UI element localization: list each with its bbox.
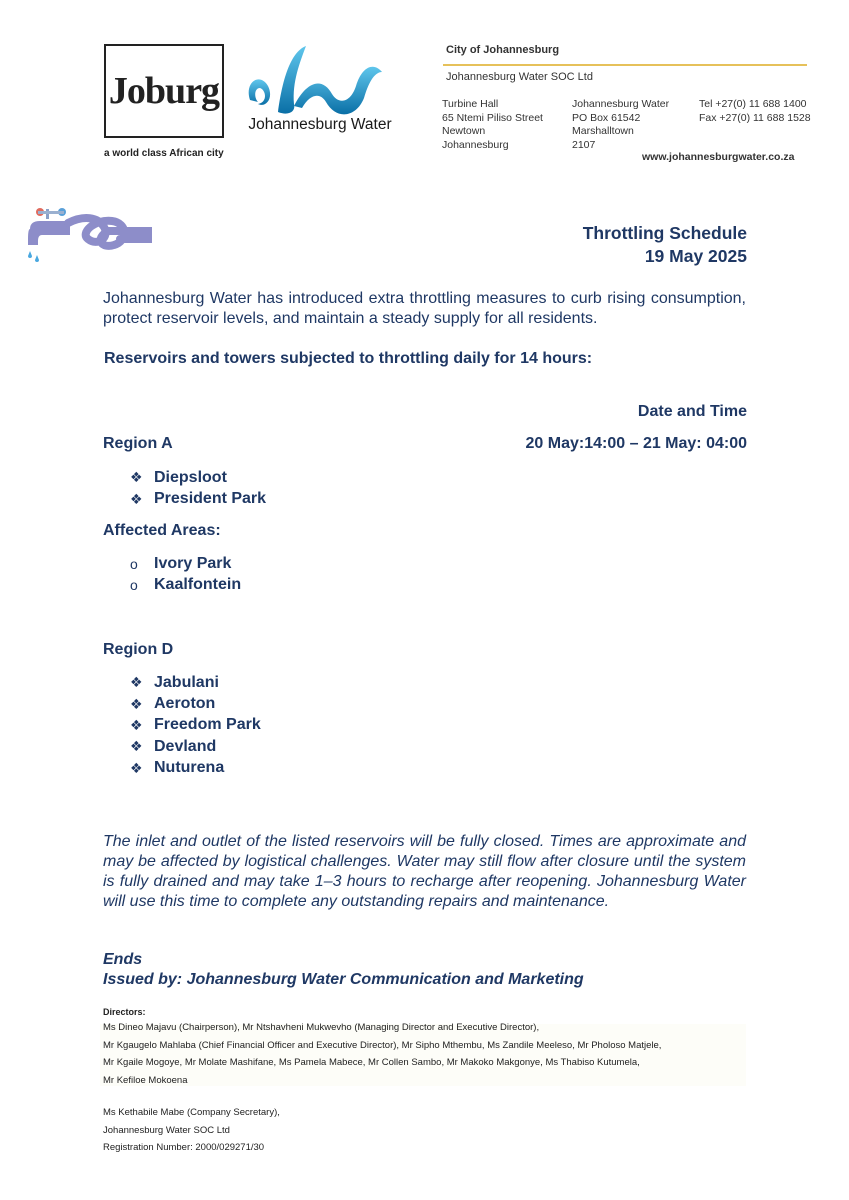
list-item: ❖ President Park — [130, 490, 267, 508]
affected-areas-label: Affected Areas: — [103, 522, 221, 539]
header-divider — [443, 64, 807, 66]
affected-areas-list — [130, 553, 241, 596]
johannesburg-water-logo-text: Johannesburg Water — [248, 116, 392, 133]
page-title: Throttling Schedule — [582, 223, 747, 243]
date-time-label: Date and Time — [637, 403, 747, 420]
issued-by: Issued by: Johannesburg Water Communication and Marketing — [103, 971, 584, 988]
knotted-tap-icon — [24, 205, 152, 267]
postal-address: Johannesburg Water PO Box 61542 Marshalltown 2107 — [572, 98, 670, 151]
directors-list: Ms Dineo Majavu (Chairperson), Mr Ntshavheni Mukwevho (Managing Director and Executive Director), Mr Kgaugelo Mahlaba (Chief Financial Officer and Executive Director), Mr Sipho Mthembu, Ms Zandile Meeleso, Mr Pholoso Matjele, Mr Kgaile Mogoye, Mr Molate Mashifane, Ms Pamela Mabece, Mr Collen Sambo, Mr Makoko Makgonye, Ms Thabiso Kutumela, Mr Kefiloe Mokoena — [103, 1022, 662, 1086]
street-address: Turbine Hall 65 Ntemi Piliso Street Newtown Johannesburg — [442, 98, 543, 151]
list-item: o Kaalfontein — [130, 576, 242, 594]
region-d-reservoirs — [130, 672, 261, 779]
org-sub: Johannesburg Water SOC Ltd — [446, 71, 593, 83]
joburg-logo: Joburg — [104, 44, 224, 138]
list-item: ❖ Jabulani — [130, 673, 219, 691]
list-item: o Ivory Park — [130, 554, 232, 572]
tagline: a world class African city — [104, 148, 224, 159]
list-item: ❖ Devland — [130, 737, 217, 755]
intro-paragraph: Johannesburg Water has introduced extra throttling measures to curb rising consumption, protect reservoir levels, and maintain a steady supply for all residents. — [103, 290, 746, 327]
website-link[interactable]: www.johannesburgwater.co.za — [642, 151, 795, 163]
list-item: ❖ Diepsloot — [130, 468, 227, 486]
ends-label: Ends — [103, 951, 143, 968]
time-range: 20 May:14:00 – 21 May: 04:00 — [525, 435, 747, 452]
region-a-heading: Region A — [103, 435, 173, 452]
subheading: Reservoirs and towers subjected to throttling daily for 14 hours: — [104, 350, 593, 367]
directors-label: Directors: — [103, 1007, 146, 1017]
region-d-heading: Region D — [103, 641, 174, 658]
org-name: City of Johannesburg — [446, 44, 560, 56]
company-details: Ms Kethabile Mabe (Company Secretary), Johannesburg Water SOC Ltd Registration Number: 2000/029271/30 — [103, 1107, 280, 1153]
contact-numbers: Tel +27(0) 11 688 1400 Fax +27(0) 11 688 1528 — [699, 98, 811, 124]
disclaimer-paragraph: The inlet and outlet of the listed reservoirs will be fully closed. Times are approximate and may be affected by logistical challenges. Water may still flow after closure until the system is fully drained and may take 1–3 hours to recharge after reopening. Johannesburg Water will use this time to complete any outstanding repairs and maintenance. — [103, 833, 746, 910]
list-item: ❖ Nuturena — [130, 759, 225, 777]
list-item: ❖ Aeroton — [130, 695, 216, 713]
list-item: ❖ Freedom Park — [130, 716, 261, 734]
notice-date: 19 May 2025 — [644, 246, 747, 266]
region-a-reservoirs — [130, 467, 266, 510]
